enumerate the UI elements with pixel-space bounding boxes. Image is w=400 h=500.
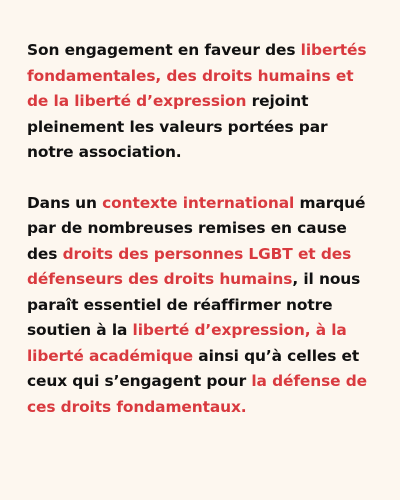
text-segment: Dans un	[27, 193, 103, 212]
text-segment: marqué par de nombreuses remises en cause des	[27, 193, 366, 263]
highlighted-phrase: contexte international	[102, 193, 295, 212]
highlighted-phrase: la défense de ces droits fondamentaux.	[27, 372, 368, 416]
highlighted-phrase: droits des personnes LGBT et des défenseurs des droits humains	[27, 244, 352, 288]
text-segment: , il nous paraît essentiel de réaffirmer notre soutien à la	[27, 270, 361, 339]
text-segment: Son engagement en faveur des	[27, 41, 301, 59]
text-segment: ainsi qu’à celles et ceux qui s’engagent pour	[27, 346, 360, 390]
text-segment: rejoint pleinement les valeurs portées par notre association.	[27, 92, 328, 161]
paragraph-context	[27, 191, 376, 421]
highlighted-phrase: libertés fondamentales, des droits humains et de la liberté d’expression	[27, 41, 367, 110]
paragraph-engagement	[27, 38, 376, 166]
highlighted-phrase: liberté d’expression, à la liberté académique	[27, 321, 347, 365]
